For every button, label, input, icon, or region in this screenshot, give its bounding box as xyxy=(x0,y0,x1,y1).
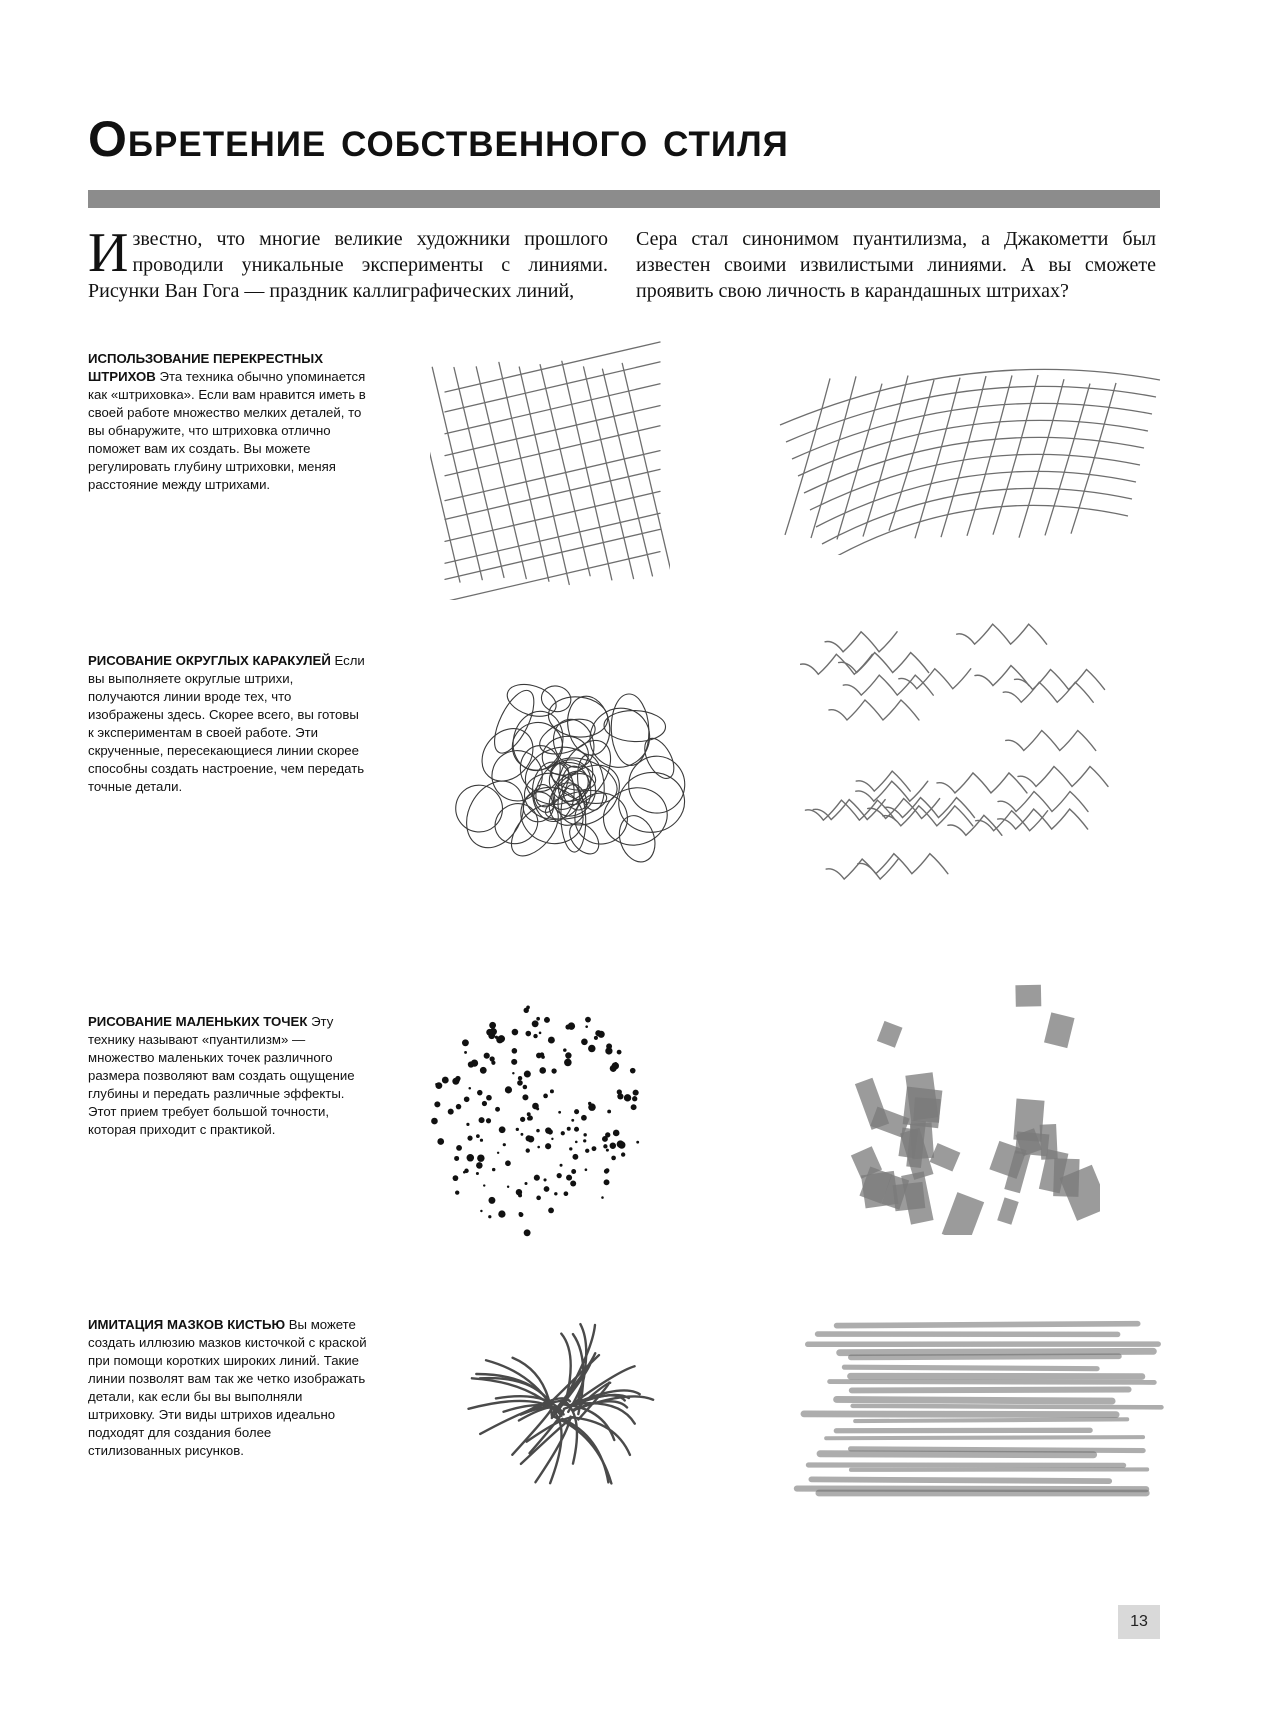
dot xyxy=(497,1152,499,1154)
patch xyxy=(1053,1158,1079,1196)
dot xyxy=(482,1101,487,1106)
crosshatch-grid-sketch xyxy=(430,340,670,600)
curved-hatch-line xyxy=(811,376,856,538)
dot xyxy=(548,1037,555,1044)
pointillism-dots-sketch xyxy=(420,995,650,1245)
dot xyxy=(536,1017,540,1021)
dot xyxy=(617,1093,623,1099)
dot xyxy=(581,1115,587,1121)
brush-stroke xyxy=(804,1414,1116,1415)
dot xyxy=(524,1071,531,1078)
tuft-stroke xyxy=(562,1419,608,1483)
dot xyxy=(574,1127,579,1132)
dot xyxy=(564,1059,572,1067)
brush-stroke xyxy=(855,1419,1127,1421)
dot xyxy=(547,1129,552,1134)
dot xyxy=(605,1047,612,1054)
dot xyxy=(479,1117,485,1123)
section-body: Если вы выполняете округлые штрихи, получаются линии вроде тех, что изображены здесь. Скорее всего, вы готовы к экспериментам в своей работе. Эти скрученные, пересекающиеся линии скорее способны создать настроение, чем передать точные детали. xyxy=(88,653,365,794)
dot xyxy=(526,1148,530,1152)
dot xyxy=(606,1149,609,1152)
scribble-loop xyxy=(455,771,535,858)
scribble-loop xyxy=(597,780,674,852)
dot xyxy=(486,1118,491,1123)
dot xyxy=(557,1173,562,1178)
dot xyxy=(539,1067,546,1074)
scribble-loop xyxy=(610,693,650,766)
patch xyxy=(1015,985,1041,1007)
dot xyxy=(464,1169,469,1174)
patch xyxy=(997,1197,1019,1224)
dot xyxy=(581,1039,588,1046)
hatch-line xyxy=(445,406,660,456)
curved-hatch-line xyxy=(915,378,960,539)
dot xyxy=(456,1078,459,1081)
dot xyxy=(554,1192,557,1195)
curved-hatch-line xyxy=(837,384,882,540)
dot xyxy=(496,1036,503,1043)
section-scribbles xyxy=(88,652,368,796)
patch xyxy=(877,1021,903,1048)
dot xyxy=(462,1039,469,1046)
dot xyxy=(480,1210,482,1212)
dot xyxy=(524,1182,527,1185)
scribble-loop xyxy=(546,753,631,837)
brush-stroke xyxy=(853,1406,1162,1407)
dot xyxy=(617,1140,624,1147)
squiggle xyxy=(998,792,1088,812)
dot xyxy=(583,1139,586,1142)
page-title: Обретение собственного стиля xyxy=(88,111,789,167)
dot xyxy=(569,1147,572,1150)
dot xyxy=(613,1130,620,1137)
dot xyxy=(543,1094,548,1099)
dot xyxy=(464,1051,467,1054)
section-body: Эту технику называют «пуантилизм» — множество маленьких точек различного размера позволяют вам создать ощущение глубины и передать различные эффекты. Этот прием требует большой точности, которая приходит с практикой. xyxy=(88,1014,355,1137)
dot xyxy=(601,1196,604,1199)
dot xyxy=(503,1143,506,1146)
dot xyxy=(560,1164,563,1167)
dot xyxy=(484,1053,490,1059)
dot xyxy=(488,1197,495,1204)
dot xyxy=(541,1055,545,1059)
dot xyxy=(526,1006,530,1010)
tuft-stroke xyxy=(571,1417,630,1455)
dot xyxy=(621,1152,625,1156)
dot xyxy=(585,1149,589,1153)
dot xyxy=(563,1048,566,1051)
round-scribble-sketch xyxy=(435,648,705,918)
dot xyxy=(495,1107,500,1112)
dot xyxy=(536,1196,541,1201)
dot xyxy=(525,1031,531,1037)
dot xyxy=(565,1052,571,1058)
dot xyxy=(435,1083,437,1085)
patch xyxy=(903,1087,943,1129)
hatch-line xyxy=(445,384,660,434)
squiggle xyxy=(856,771,910,791)
dot xyxy=(524,1229,531,1236)
scribble-loop xyxy=(627,754,687,814)
patch xyxy=(930,1143,961,1171)
dot xyxy=(448,1109,454,1115)
brush-stroke xyxy=(820,1454,1093,1455)
dot xyxy=(594,1036,598,1040)
dot xyxy=(585,1017,591,1023)
hatch-line xyxy=(540,365,590,576)
scribble-loop xyxy=(539,683,574,715)
dot xyxy=(602,1136,608,1142)
dot xyxy=(520,1117,525,1122)
dot xyxy=(570,1180,576,1186)
dot xyxy=(521,1133,524,1136)
dot xyxy=(477,1090,483,1096)
dot xyxy=(477,1154,484,1161)
patch xyxy=(901,1171,933,1224)
section-title: РИСОВАНИЕ МАЛЕНЬКИХ ТОЧЕК xyxy=(88,1014,308,1029)
patch xyxy=(855,1078,889,1130)
dot xyxy=(528,1115,533,1120)
dot xyxy=(442,1077,449,1084)
dot xyxy=(545,1143,551,1149)
dot xyxy=(467,1136,472,1141)
brush-stroke xyxy=(837,1399,1113,1401)
dot xyxy=(536,1129,540,1133)
dot xyxy=(571,1119,574,1122)
dot xyxy=(466,1123,469,1126)
squiggle xyxy=(1018,766,1108,786)
curved-hatch-line xyxy=(780,369,1160,425)
squiggle xyxy=(899,669,971,689)
dot xyxy=(551,1068,556,1073)
squiggle xyxy=(884,798,974,818)
squiggle xyxy=(829,700,919,720)
dot xyxy=(499,1126,506,1133)
section-body: Эта техника обычно упоминается как «штриховка». Если вам нравится иметь в своей работе множество мелких деталей, то вы обнаружите, что штриховка отлично поможет вам их создать. Вы можете регулировать глубину штриховки, меняя расстояние между штрихами. xyxy=(88,369,366,492)
dot xyxy=(434,1101,440,1107)
dot xyxy=(512,1072,514,1074)
dot xyxy=(631,1104,637,1110)
brush-stroke xyxy=(852,1390,1129,1391)
dot xyxy=(567,1127,571,1131)
hatch-line xyxy=(445,491,660,541)
section-body: Вы можете создать иллюзию мазков кисточкой с краской при помощи коротких широких линий. Такие линии позволят вам так же четко изображать детали, как если бы вы выполняли штриховку. Эти виды штрихов идеально подходят для создания более стилизованных рисунков. xyxy=(88,1317,367,1458)
dot xyxy=(564,1191,569,1196)
dot xyxy=(486,1029,493,1036)
dot xyxy=(585,1025,588,1028)
curved-hatch-line xyxy=(889,380,934,531)
dot xyxy=(491,1061,495,1065)
section-dots xyxy=(88,1013,368,1139)
dot xyxy=(480,1067,487,1074)
dot xyxy=(468,1061,474,1067)
dot xyxy=(544,1186,550,1192)
dot xyxy=(588,1103,596,1111)
dot xyxy=(607,1110,611,1114)
dot xyxy=(548,1208,554,1214)
dot xyxy=(532,1020,539,1027)
dot xyxy=(437,1138,444,1145)
brush-stroke xyxy=(851,1356,1119,1357)
dot xyxy=(454,1156,459,1161)
dot xyxy=(636,1141,639,1144)
brush-stroke xyxy=(851,1449,1144,1451)
dot xyxy=(572,1154,578,1160)
brush-stroke xyxy=(844,1367,1097,1369)
squiggle xyxy=(975,666,1029,686)
dot xyxy=(486,1095,492,1101)
hatch-line xyxy=(562,361,612,580)
dot xyxy=(624,1094,631,1101)
dot xyxy=(633,1090,639,1096)
squiggle xyxy=(1006,730,1096,750)
tuft-stroke xyxy=(512,1410,551,1455)
intro-left-text: звестно, что многие великие художники прошлого проводили уникальные эксперименты с линиями. Рисунки Ван Гога — праздник каллиграфических линий, xyxy=(88,228,608,302)
dot xyxy=(476,1172,479,1175)
dot xyxy=(543,1178,546,1181)
scribble-loop xyxy=(472,718,544,791)
dot xyxy=(512,1029,519,1036)
patch xyxy=(1044,1012,1075,1048)
curved-hatch-line xyxy=(828,505,1128,555)
horizontal-brush-strokes-sketch xyxy=(790,1310,1170,1510)
dot xyxy=(516,1128,519,1131)
squiggle xyxy=(937,773,1027,793)
dot xyxy=(630,1068,636,1074)
dot xyxy=(536,1053,542,1059)
dot xyxy=(588,1045,595,1052)
dot xyxy=(604,1179,610,1185)
dot xyxy=(518,1076,522,1080)
squiggle xyxy=(1015,669,1105,689)
dot xyxy=(498,1210,505,1217)
dot xyxy=(476,1134,480,1138)
dot xyxy=(464,1096,470,1102)
dot xyxy=(558,1111,561,1114)
dot xyxy=(592,1146,597,1151)
dot xyxy=(431,1118,438,1125)
dot xyxy=(523,1085,528,1090)
dot xyxy=(456,1145,462,1151)
dot xyxy=(551,1138,553,1140)
squiggle xyxy=(948,815,1002,835)
title-underline-bar xyxy=(88,190,1160,208)
dot xyxy=(492,1168,495,1171)
dot xyxy=(533,1034,537,1038)
hatch-line xyxy=(622,363,670,576)
squiggle xyxy=(858,854,948,874)
dot xyxy=(585,1168,588,1171)
dot xyxy=(605,1168,609,1172)
dot xyxy=(610,1142,616,1148)
intro-dropcap: И xyxy=(88,222,129,284)
dot xyxy=(468,1087,471,1090)
brush-stroke xyxy=(830,1382,1155,1383)
dot xyxy=(617,1050,622,1055)
dot xyxy=(505,1160,511,1166)
scribble-loop xyxy=(446,776,512,842)
dot xyxy=(519,1212,522,1215)
intro-right-column: Сера стал синонимом пуантилизма, а Джакометти был известен своими извилистыми линиями. А вы сможете проявить свою личность в карандашных штрихах? xyxy=(636,228,1156,302)
dot xyxy=(610,1065,617,1072)
dot xyxy=(488,1215,491,1218)
brush-stroke xyxy=(811,1479,1109,1481)
dot xyxy=(583,1133,586,1136)
section-crosshatch xyxy=(88,350,368,494)
dot xyxy=(536,1107,539,1110)
dot xyxy=(544,1017,550,1023)
curved-hatch-line xyxy=(804,437,1144,493)
page-number: 13 xyxy=(1118,1605,1160,1639)
dot xyxy=(476,1162,483,1169)
brush-stroke xyxy=(826,1437,1143,1438)
squiggle xyxy=(825,632,897,652)
dot xyxy=(467,1154,475,1162)
curved-hatch-line xyxy=(941,376,986,537)
patch xyxy=(942,1192,984,1235)
dot xyxy=(505,1086,512,1093)
wavy-squiggles-sketch xyxy=(800,620,1170,920)
curved-hatch-line xyxy=(822,488,1132,544)
dot xyxy=(534,1175,540,1181)
curved-crosshatch-sketch xyxy=(770,355,1170,555)
dot xyxy=(517,1080,523,1086)
dot xyxy=(511,1059,517,1065)
dot xyxy=(507,1185,509,1187)
dot xyxy=(522,1094,528,1100)
dot xyxy=(566,1175,572,1181)
dot xyxy=(489,1022,496,1029)
squiggle xyxy=(1003,682,1093,702)
section-brush xyxy=(88,1316,368,1460)
squiggle xyxy=(957,624,1047,644)
dot xyxy=(632,1096,637,1101)
curved-hatch-line xyxy=(785,378,830,535)
dot xyxy=(483,1184,485,1186)
dot xyxy=(571,1169,576,1174)
dot xyxy=(456,1104,461,1109)
dot xyxy=(561,1131,565,1135)
scribble-loop xyxy=(487,685,542,759)
hatch-line xyxy=(584,367,634,579)
dot xyxy=(603,1144,607,1148)
dot xyxy=(539,1032,542,1035)
dot xyxy=(518,1193,522,1197)
dot xyxy=(575,1141,578,1144)
dot xyxy=(598,1031,605,1038)
dot xyxy=(480,1139,483,1142)
patch xyxy=(1013,1099,1044,1142)
section-title: РИСОВАНИЕ ОКРУГЛЫХ КАРАКУЛЕЙ xyxy=(88,653,331,668)
dot xyxy=(455,1190,459,1194)
brush-tufts-sketch xyxy=(450,1300,670,1500)
dot xyxy=(527,1136,534,1143)
intro-left-column xyxy=(88,222,608,304)
dot xyxy=(550,1089,554,1093)
dot xyxy=(574,1109,579,1114)
dot xyxy=(512,1048,518,1054)
dot xyxy=(453,1175,459,1181)
squiggle xyxy=(976,811,1048,831)
brush-stroke xyxy=(837,1324,1138,1326)
blocky-patches-sketch xyxy=(840,975,1100,1235)
dot xyxy=(568,1022,575,1029)
dot xyxy=(537,1146,540,1149)
curved-hatch-line xyxy=(798,420,1148,476)
squiggle xyxy=(800,654,872,674)
section-title: ИМИТАЦИЯ МАЗКОВ КИСТЬЮ xyxy=(88,1317,286,1332)
brush-stroke xyxy=(797,1489,1146,1490)
hatch-line xyxy=(445,426,660,476)
squiggle xyxy=(839,653,929,673)
section-title: ИСПОЛЬЗОВАНИЕ ПЕРЕКРЕСТНЫХ ШТРИХОВ xyxy=(88,351,323,384)
dot xyxy=(611,1156,616,1161)
squiggle xyxy=(883,806,973,826)
curved-hatch-line xyxy=(1045,384,1090,536)
brush-stroke xyxy=(840,1351,1154,1352)
